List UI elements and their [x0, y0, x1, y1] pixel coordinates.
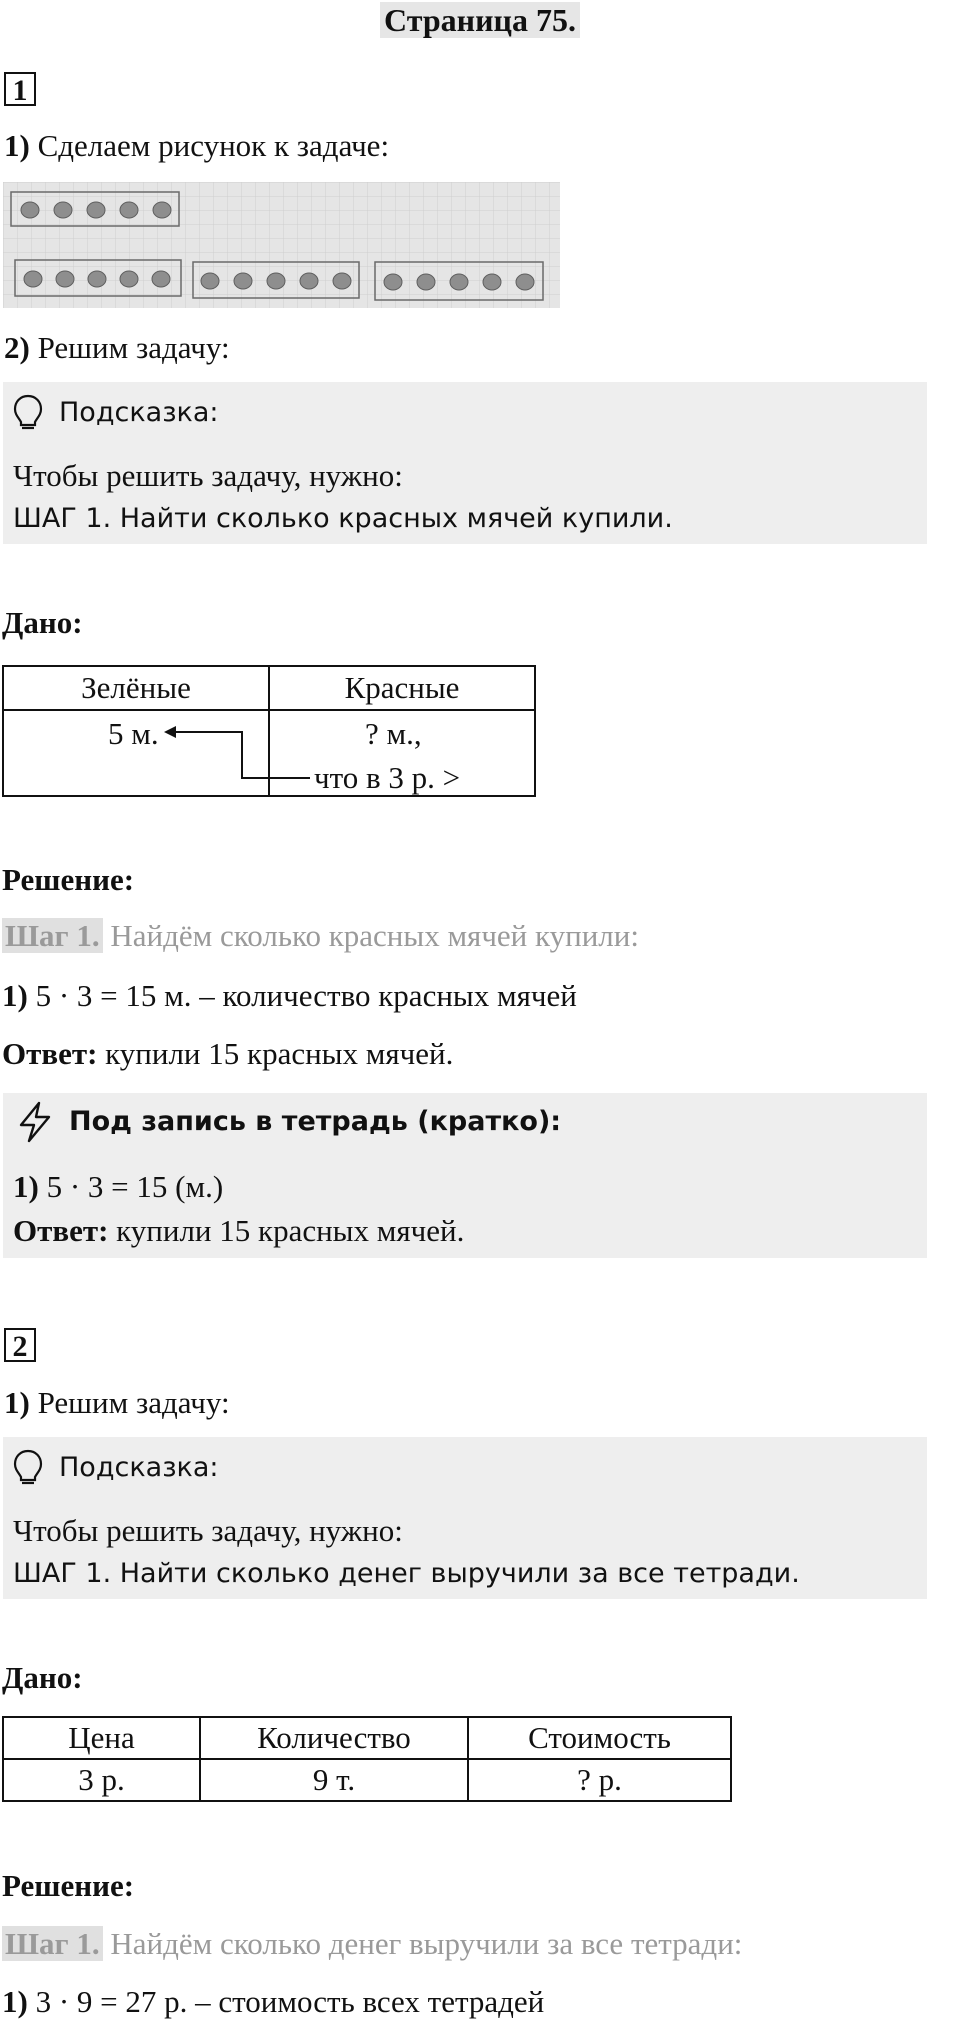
- ball: [54, 202, 72, 218]
- solution-label: Решение:: [2, 862, 135, 897]
- balls-drawing-photo: [3, 182, 560, 308]
- hint-box-2: [3, 1437, 927, 1599]
- notebook-answer: Ответ: купили 15 красных мячей.: [13, 1213, 465, 1248]
- lightning-icon: [15, 1101, 55, 1148]
- ball: [21, 202, 39, 218]
- given-label: Дано:: [2, 605, 83, 640]
- table-header-cost: Стоимость: [468, 1717, 731, 1759]
- task2-step1-line: 1) Решим задачу:: [4, 1385, 230, 1420]
- ball: [153, 202, 171, 218]
- balls-drawing-svg: [3, 182, 560, 308]
- table-header-quantity: Количество: [200, 1717, 468, 1759]
- solution-label: Решение:: [2, 1868, 135, 1903]
- table-header-green: Зелёные: [3, 666, 269, 710]
- table-header-red: Красные: [269, 666, 535, 710]
- table-header-price: Цена: [3, 1717, 200, 1759]
- task1-step1-line: 1) Сделаем рисунок к задаче:: [4, 128, 390, 163]
- task-number-1: 1: [4, 72, 36, 106]
- ball: [120, 202, 138, 218]
- task-number-2: 2: [4, 1328, 36, 1362]
- relation-arrow: [160, 720, 320, 790]
- table-cell-cost: ? р.: [468, 1759, 731, 1801]
- solution-step-1: Шаг 1. Найдём сколько красных мячей купили:: [2, 918, 639, 954]
- lightbulb-icon: [13, 394, 43, 437]
- notebook-box: [3, 1093, 927, 1258]
- hint-step: ШАГ 1. Найти сколько красных мячей купили.: [13, 503, 673, 534]
- hint-title: Подсказка:: [59, 1452, 219, 1483]
- notebook-title: Под запись в тетрадь (кратко):: [69, 1106, 562, 1137]
- hint-box-1: [3, 382, 927, 544]
- task1-step2-line: 2) Решим задачу:: [4, 330, 230, 365]
- calculation-line: 1) 5 · 3 = 15 м. – количество красных мячей: [2, 978, 577, 1013]
- green-count: 5 м.: [108, 716, 159, 751]
- table-cell-price: 3 р.: [3, 1759, 200, 1801]
- ball: [87, 202, 105, 218]
- hint-title: Подсказка:: [59, 397, 219, 428]
- lightbulb-icon: [13, 1449, 43, 1492]
- table-cell-quantity: 9 т.: [200, 1759, 468, 1801]
- page-title: Страница 75.: [0, 2, 960, 39]
- answer-line: Ответ: купили 15 красных мячей.: [2, 1036, 454, 1071]
- hint-line: Чтобы решить задачу, нужно:: [13, 1513, 403, 1548]
- hint-line: Чтобы решить задачу, нужно:: [13, 458, 403, 493]
- given-table-2: [2, 1716, 732, 1802]
- red-count: ? м.,: [365, 716, 422, 751]
- hint-step: ШАГ 1. Найти сколько денег выручили за все тетради.: [13, 1558, 800, 1589]
- given-label: Дано:: [2, 1660, 83, 1695]
- relation-note: что в 3 р. >: [314, 760, 461, 795]
- solution-step-1: Шаг 1. Найдём сколько денег выручили за все тетради:: [2, 1926, 742, 1962]
- calculation-line: 1) 3 · 9 = 27 р. – стоимость всех тетрадей: [2, 1984, 545, 2019]
- notebook-calc: 1) 5 · 3 = 15 (м.): [13, 1169, 224, 1204]
